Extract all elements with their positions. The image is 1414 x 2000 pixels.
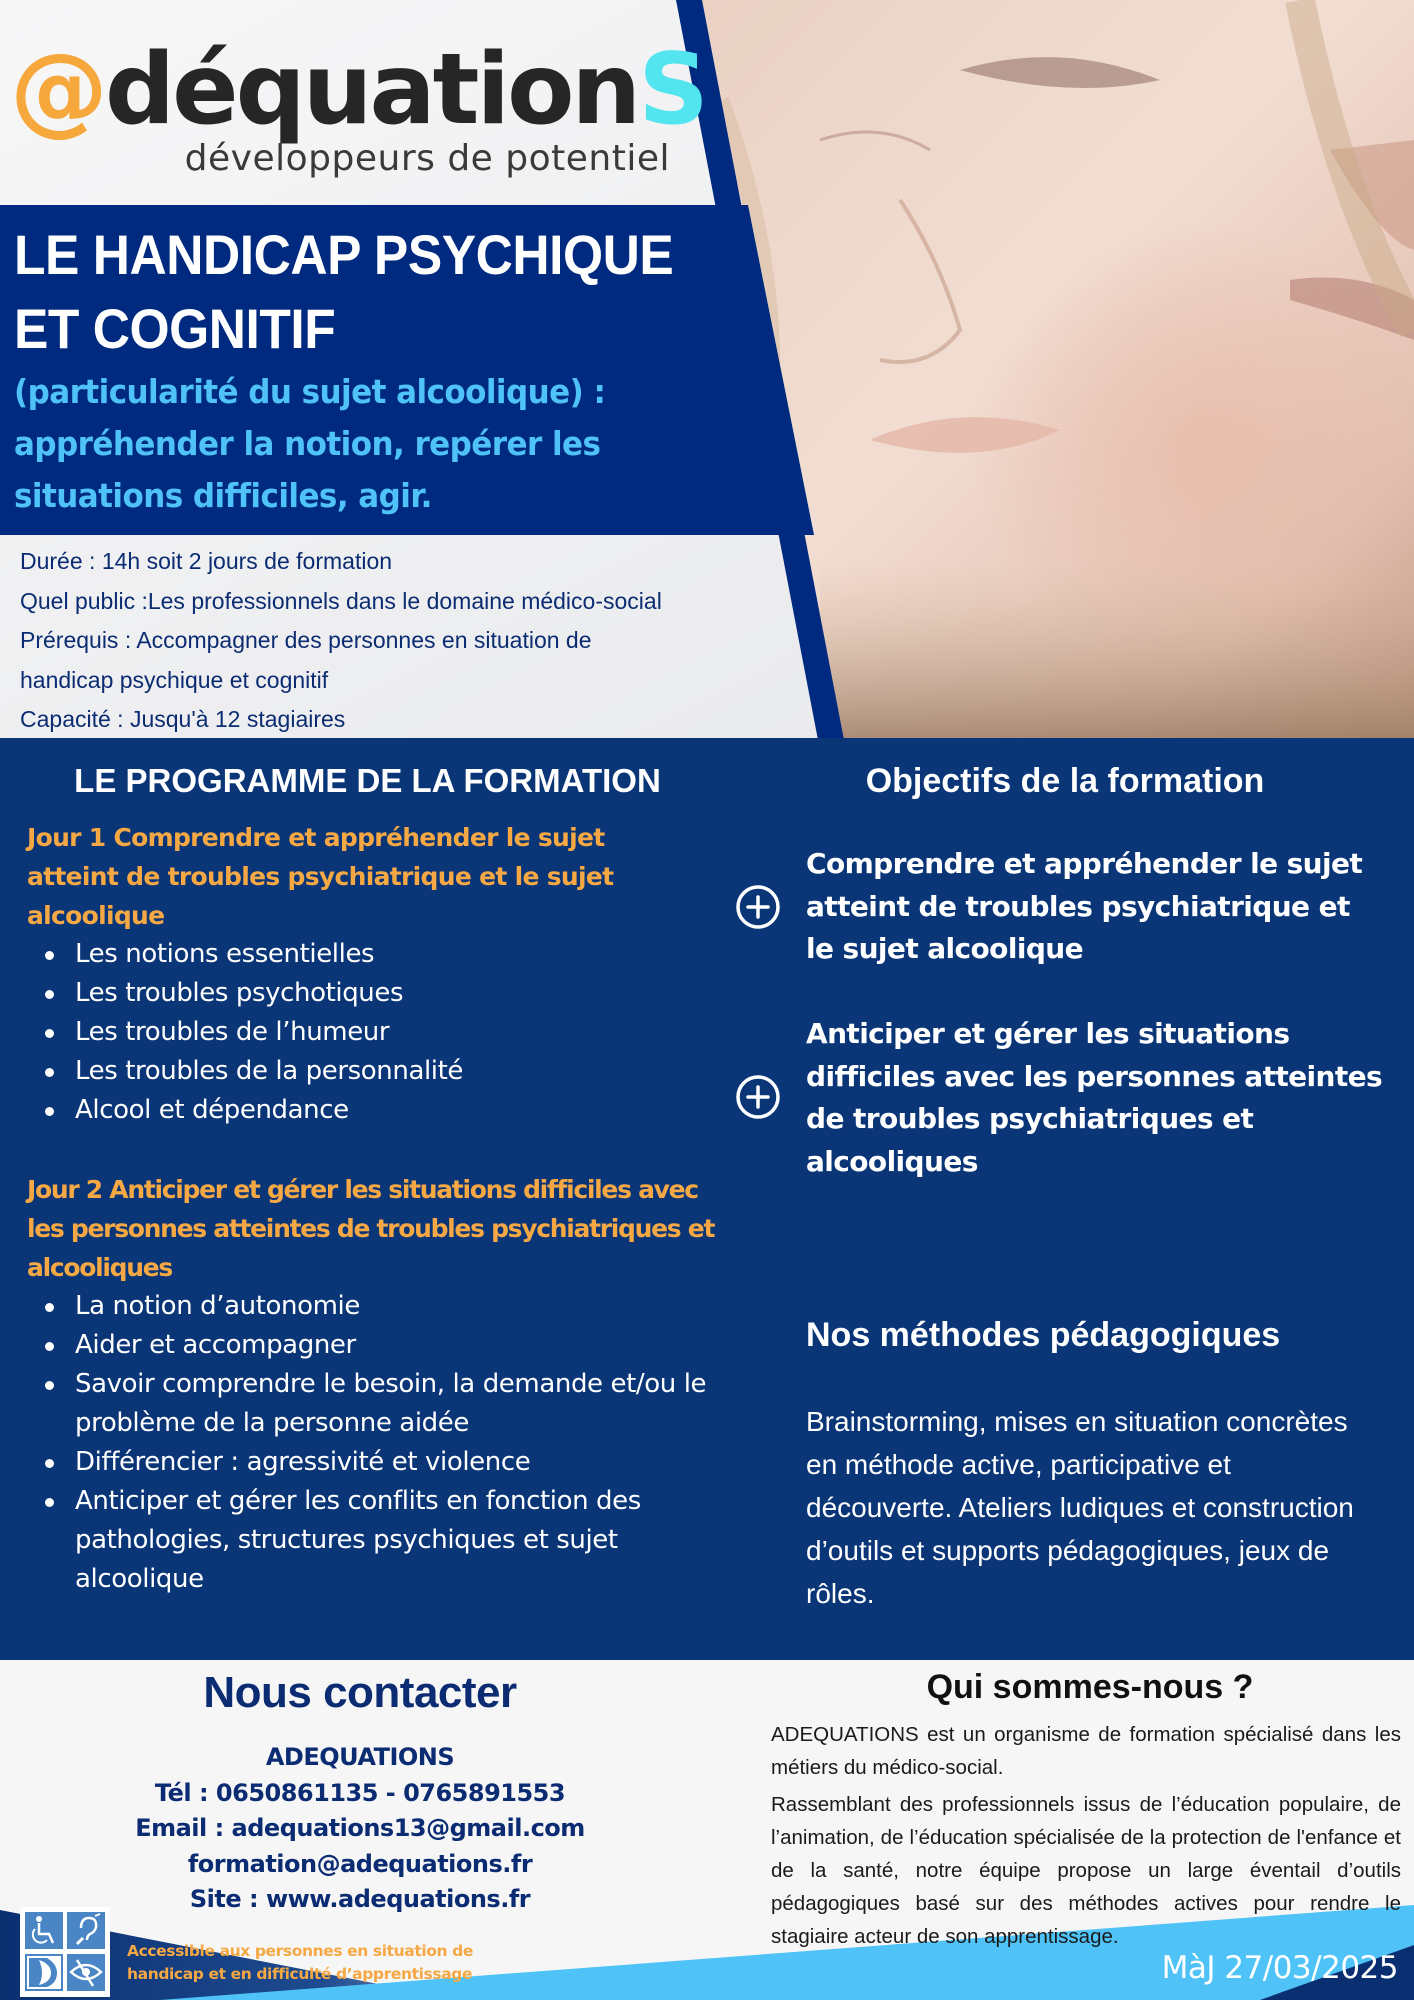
info-duration: Durée : 14h soit 2 jours de formation bbox=[20, 548, 393, 574]
programme-title: LE PROGRAMME DE LA FORMATION bbox=[74, 762, 661, 799]
email-link[interactable]: Email : adequations13@gmail.com bbox=[135, 1814, 585, 1842]
methods-title: Nos méthodes pédagogiques bbox=[806, 1316, 1281, 1354]
phone-numbers[interactable]: Tél : 0650861135 - 0765891553 bbox=[154, 1778, 566, 1807]
list-item: Les troubles de l’humeur bbox=[75, 1013, 717, 1052]
day-2-heading bbox=[27, 1170, 717, 1287]
info-prerequisites-cont: handicap psychique et cognitif bbox=[20, 666, 329, 693]
about-text bbox=[771, 1718, 1401, 1957]
logo-tagline: développeurs de potentiel bbox=[184, 138, 670, 179]
subtitle-line-1: (particularité du sujet alcoolique) : bbox=[14, 372, 606, 411]
day-2-heading-line: alcooliques bbox=[27, 1253, 172, 1282]
course-info bbox=[20, 542, 780, 740]
list-item: Les notions essentielles bbox=[75, 935, 717, 974]
contact-title: Nous contacter bbox=[203, 1668, 517, 1717]
day-2-list bbox=[27, 1287, 725, 1599]
objectives-title: Objectifs de la formation bbox=[865, 762, 1265, 800]
methods-text: Brainstorming, mises en situation concrètes en méthode active, participative et découverte. Ateliers ludiques et construction d’outils et supports pédagogiques, jeux de rôles. bbox=[806, 1406, 1354, 1609]
company-logo bbox=[10, 30, 706, 190]
day-2-section bbox=[27, 1170, 717, 1599]
update-date: MàJ 27/03/2025 bbox=[1161, 1950, 1398, 1986]
accessibility-note-line: handicap et en difficulté d’apprentissage bbox=[127, 1965, 473, 1983]
title-line-2: ET COGNITIF bbox=[14, 297, 336, 360]
logo-s: S bbox=[638, 33, 706, 147]
plus-circle-icon bbox=[736, 885, 780, 929]
website-link[interactable]: Site : www.adequations.fr bbox=[189, 1885, 531, 1913]
wheelchair-icon bbox=[25, 1912, 63, 1949]
logo-at: @ bbox=[10, 33, 105, 147]
list-item: Différencier : agressivité et violence bbox=[75, 1443, 725, 1482]
list-item: Alcool et dépendance bbox=[75, 1091, 717, 1130]
title-line-1: LE HANDICAP PSYCHIQUE bbox=[14, 223, 674, 286]
accessibility-note bbox=[127, 1940, 473, 1986]
day-1-heading-line: Jour 1 Comprendre et appréhender le sujet bbox=[27, 823, 605, 852]
objective-text: Comprendre et appréhender le sujet atteint de troubles psychiatrique et le sujet alcoolique bbox=[806, 847, 1363, 965]
info-capacity: Capacité : Jusqu'à 12 stagiaires bbox=[20, 706, 346, 732]
subtitle-line-3: situations difficiles, agir. bbox=[14, 476, 432, 515]
day-1-heading bbox=[27, 818, 717, 935]
list-item: Savoir comprendre le besoin, la demande et/ou le problème de la personne aidée bbox=[75, 1365, 725, 1443]
contact-details bbox=[0, 1740, 720, 1918]
list-item: La notion d’autonomie bbox=[75, 1287, 725, 1326]
list-item: Aider et accompagner bbox=[75, 1326, 725, 1365]
about-paragraph: Rassemblant des professionnels issus de l’éducation populaire, de l’animation, de l’éducation spécialisée de la protection de l'enfance et de la santé, notre équipe propose un large éventail d’outils pédagogiques basé sur des méthodes actives pour rendre le stagiaire acteur de son apprentissage. bbox=[771, 1793, 1401, 1948]
logo-word: déquation bbox=[105, 33, 639, 147]
day-1-section bbox=[27, 818, 717, 1130]
about-title: Qui sommes-nous ? bbox=[926, 1668, 1254, 1706]
page-title bbox=[14, 218, 734, 522]
list-item: Les troubles psychotiques bbox=[75, 974, 717, 1013]
mental-disability-icon bbox=[25, 1954, 63, 1991]
day-2-heading-line: les personnes atteintes de troubles psychiatriques et bbox=[27, 1214, 715, 1243]
logo-wordmark bbox=[10, 30, 706, 150]
day-2-heading-line: Jour 2 Anticiper et gérer les situations difficiles avec bbox=[27, 1175, 698, 1204]
objective-text: Anticiper et gérer les situations difficiles avec les personnes atteintes de troubles psychiatriques et alcooliques bbox=[806, 1017, 1383, 1178]
subtitle-line-2: appréhender la notion, repérer les bbox=[14, 424, 601, 463]
accessibility-note-line: Accessible aux personnes en situation de bbox=[127, 1942, 473, 1960]
day-1-list bbox=[27, 935, 717, 1130]
company-name: ADEQUATIONS bbox=[265, 1743, 455, 1771]
list-item: Anticiper et gérer les conflits en fonction des pathologies, structures psychiques et sujet alcoolique bbox=[75, 1482, 725, 1599]
plus-circle-icon bbox=[736, 1075, 780, 1119]
day-1-heading-line: atteint de troubles psychiatrique et le sujet bbox=[27, 862, 614, 891]
accessibility-logo bbox=[20, 1907, 110, 1997]
visual-impairment-icon bbox=[67, 1954, 105, 1991]
about-paragraph: ADEQUATIONS est un organisme de formation spécialisé dans les métiers du médico-social. bbox=[771, 1723, 1401, 1779]
list-item: Les troubles de la personnalité bbox=[75, 1052, 717, 1091]
info-prerequisites: Prérequis : Accompagner des personnes en situation de bbox=[20, 627, 592, 653]
email-link-2[interactable]: formation@adequations.fr bbox=[187, 1849, 533, 1878]
day-1-heading-line: alcoolique bbox=[27, 901, 165, 930]
hearing-icon bbox=[67, 1912, 105, 1949]
info-audience: Quel public :Les professionnels dans le domaine médico-social bbox=[20, 587, 662, 614]
